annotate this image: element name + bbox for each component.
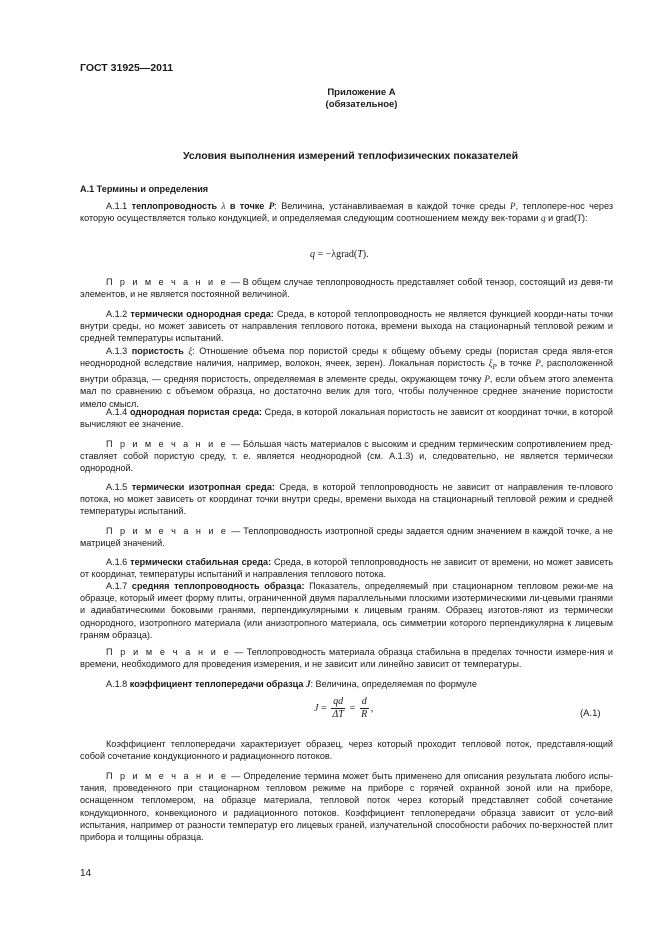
definition-text: Среда, в которой теплопроводность не является функцией коорди-наты точки внутри среды, но может зависеть от направления теплового потока, времени выхода на стационарный тепловой режим и средней температуры испытаний. — [80, 309, 614, 344]
appendix-title: Приложение А — [327, 87, 396, 98]
clause-number: А.1.1 — [106, 201, 128, 211]
symbol-q: q — [540, 213, 546, 224]
symbol-p: P — [535, 358, 541, 369]
note-label: П р и м е ч а н и е — [106, 526, 229, 536]
fraction-qd-dt: $\frac{qd}{\Delta T}$ — [332, 696, 344, 720]
paragraph-a14 — [80, 406, 613, 430]
page-number: 14 — [80, 868, 92, 879]
note-label: П р и м е ч а н и е — [106, 439, 228, 449]
note-5 — [80, 770, 613, 843]
note-3 — [80, 525, 613, 549]
term: термически стабильная среда: — [130, 557, 272, 567]
formula-a1: J = $\frac{qd}{\Delta T}$ = $\frac{d}{R}$ , — [314, 696, 374, 720]
paragraph-transfer-coefficient: Коэффициент теплопередачи характеризует образец, через который проходит тепловой поток, представля-ющий собой сочетание кондукционного и радиационного потоков. — [80, 739, 613, 762]
paragraph-a16 — [80, 556, 613, 580]
definition-text: в точке — [500, 358, 532, 369]
clause-number: А.1.3 — [106, 346, 128, 356]
subsection-heading-a1: А.1 Термины и определения — [80, 184, 209, 194]
symbol-xi-p: $\xi_P$ — [488, 358, 497, 372]
definition-text: , расположенной внутри образца, — средняя пористость, определяемая в элементе среды, окружающем точку — [80, 358, 613, 385]
definition-text: , если объем этого элемента мал по сравнению с объемом образца, но достаточно велик для того, чтобы полученное среднее значение пористости имело смысл. — [80, 374, 613, 409]
definition-text: : Величина, устанавливаемая в каждой точке среды — [274, 201, 506, 211]
term: средняя теплопроводность образца: — [131, 581, 305, 591]
definition-text: : Отношение объема пор пористой среды к общему объему среды (пористая среда явля-ется неоднородной вследствие наличия, например, волокон, ячеек, зерен). Локальная пористость — [80, 346, 613, 369]
note-label: П р и м е ч а н и е — [106, 771, 229, 781]
note-label: П р и м е ч а н и е — [106, 647, 231, 657]
note-text: — Теплопроводность изотропной среды задается одним значением в каждой точке, а не матрицей значений. — [80, 526, 613, 549]
term: теплопроводность — [131, 201, 218, 211]
definition-text: : Величина, определяемая по формуле — [310, 679, 477, 689]
fraction-d-r: $\frac{d}{R}$ — [361, 696, 368, 720]
term: коэффициент теплопередачи образца — [129, 679, 304, 689]
grad-open: grad( — [555, 213, 577, 224]
symbol-p: P — [268, 201, 275, 211]
formula-j: J — [314, 702, 319, 714]
paragraph-a11 — [80, 200, 613, 224]
note-2 — [80, 438, 613, 475]
term: пористость — [131, 346, 184, 356]
grad-close: ): — [581, 213, 588, 224]
term: термически изотропная среда: — [131, 482, 275, 492]
definition-text: Среда, в которой теплопроводность не зависит от направления те-плового потока, но может зависеть от координат точки внутри среды, времени выхода на стационарный тепловой режим и средней температуры испытаний. — [80, 482, 613, 517]
clause-number: А.1.8 — [106, 679, 128, 689]
symbol-p: P — [510, 201, 516, 211]
formula-heat-flux — [310, 249, 369, 260]
standard-header: ГОСТ 31925—2011 — [80, 62, 174, 74]
clause-number: А.1.7 — [106, 581, 128, 591]
formula-end: ). — [362, 249, 369, 260]
term: однородная пористая среда: — [129, 407, 262, 417]
symbol-xi: ξ — [188, 346, 193, 356]
formula-t: T — [357, 249, 363, 260]
section-title: Условия выполнения измерений теплофизических показателей — [182, 150, 519, 162]
term-suffix: в точке — [229, 201, 265, 211]
clause-number: А.1.6 — [106, 557, 128, 567]
paragraph-a12 — [80, 308, 613, 345]
definition-text: Показатель, определяемый при стационарном тепловом режи-ме на образце, который имеет форму плиты, ограниченной двумя параллельными плоскими изотермическими ли-цевыми гранями и адиабатическими боковыми гранями, перпендикулярными к лицевым граням. Образец изготов-ляют из термически однородного, изотропного материала (или анизотропного материала, ось симметрии которого перпендикулярна к лицевым граням образца). — [80, 581, 613, 640]
symbol-p: P — [484, 374, 490, 385]
clause-number: А.1.2 — [106, 309, 128, 319]
paragraph-a18 — [80, 678, 613, 690]
note-4 — [80, 646, 613, 670]
definition-text: Среда, в которой теплопроводность не зависит от времени, но может зависеть от координат, температуры испытаний и направления теплового потока. — [80, 557, 614, 580]
note-text: — Бо́льшая часть материалов с высоким и средним термическим сопротивлением пред-ставляет собой пористую среду, т. е. является неоднородной (см. А.1.3) и, следовательно, не является термически однородной. — [80, 439, 613, 474]
conjunction: и — [548, 213, 554, 224]
paragraph-a15 — [80, 481, 613, 518]
symbol-t: T — [576, 213, 582, 224]
note-text: — В общем случае теплопроводность представляет собой тензор, состоящий из девя-ти элементов, и не является постоянной величиной. — [80, 277, 613, 300]
formula-middle: = −λgrad( — [317, 249, 358, 260]
symbol-j: J — [305, 679, 311, 689]
paragraph-a13 — [80, 345, 613, 410]
formula-left: q — [310, 249, 315, 260]
term: термически однородная среда: — [130, 309, 274, 319]
definition-text: Среда, в которой локальная пористость не зависит от координат точки, в которой вычисляют ее значение. — [80, 407, 613, 430]
note-1 — [80, 276, 613, 300]
formula-equals: = — [320, 702, 327, 714]
note-text: — Определение термина может быть применено для описания результата любого испы-тания, проведенного при стационарном тепловом режиме на приборе с горячей охранной зоной или на приборе, оснащенном тепломером, на образце материала, тепловой поток через который представляет собой сочетание кондукционного, конвекционого и радиационного потоков. Коэффициент теплопередачи образца зависит от усло-вий испытания, например от разности температур его лицевых граней, излучательной способности рабочих по-верхностей плит прибора и толщины образца. — [80, 771, 613, 843]
clause-number: А.1.5 — [106, 482, 128, 492]
definition-text: , теплопере-нос через которую осуществляется только кондукцией, и определяемая следующим соотношением между век-торами — [80, 201, 613, 224]
symbol-lambda: λ — [221, 201, 226, 211]
appendix-subtitle: (обязательное) — [325, 99, 398, 110]
clause-number: А.1.4 — [106, 407, 128, 417]
formula-label: (А.1) — [580, 708, 601, 719]
paragraph-a17 — [80, 580, 613, 641]
formula-equals: = — [349, 702, 356, 714]
note-text: — Теплопроводность материала образца стабильна в пределах точности измере-ния и времени, необходимого для проведения измерения, и не зависит или линейно зависит от температуры. — [80, 647, 613, 670]
note-label: П р и м е ч а н и е — [106, 277, 228, 287]
